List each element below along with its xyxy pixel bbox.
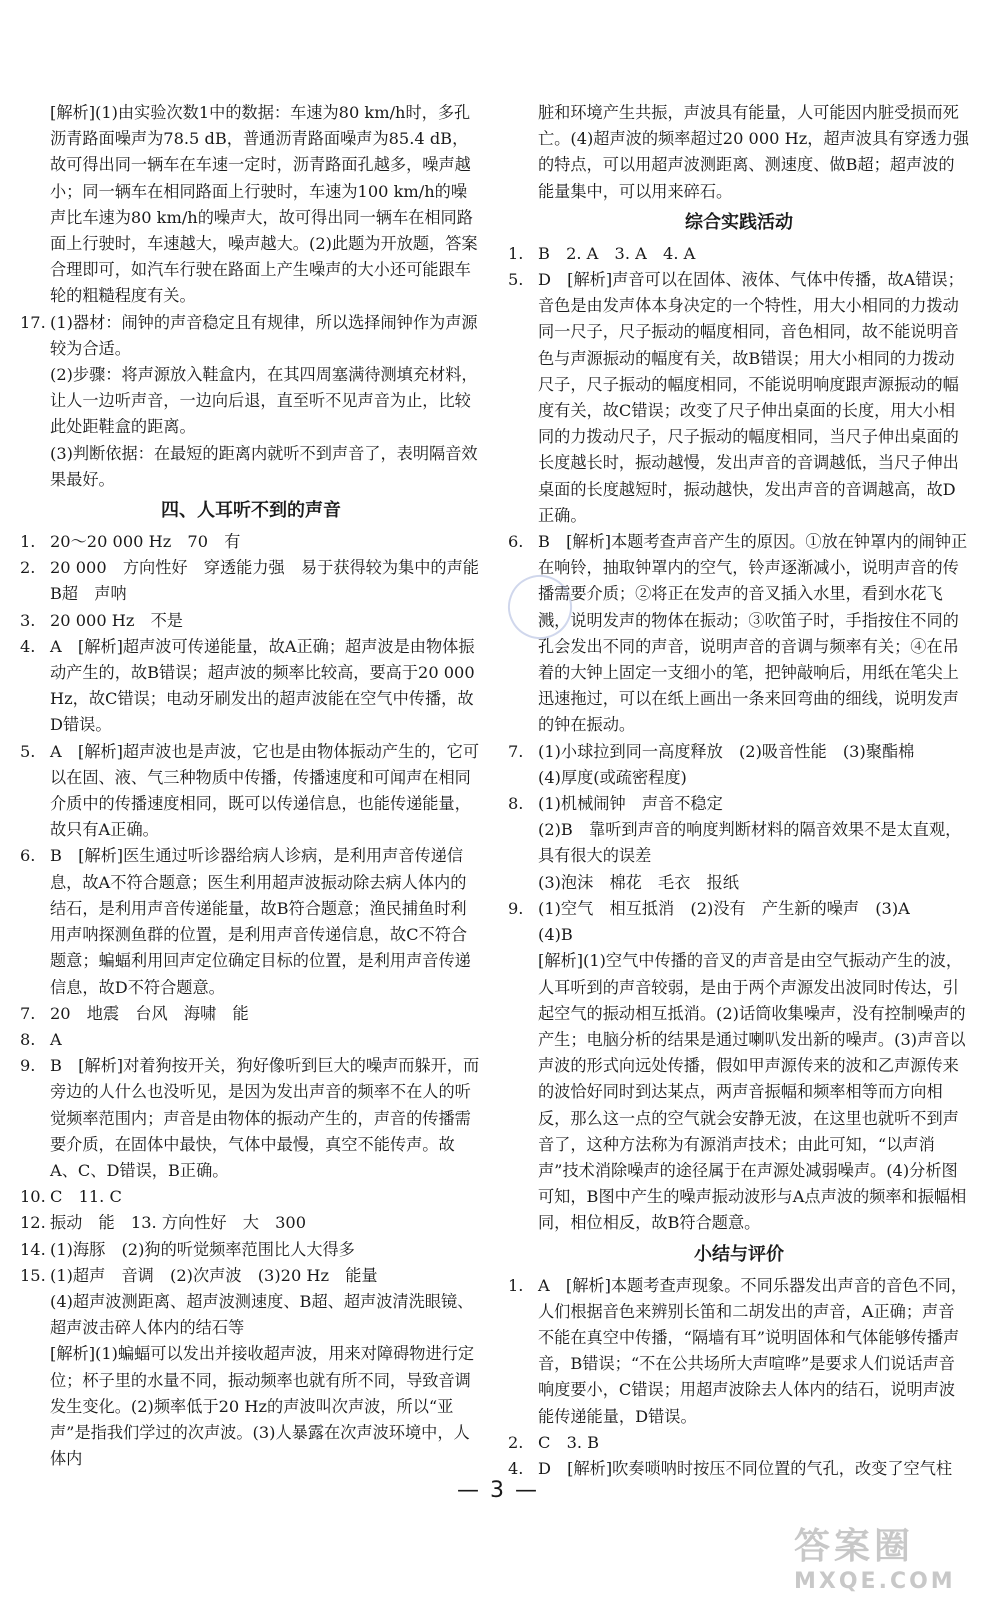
item-number: 8. [508,794,524,814]
answer-item [20,739,482,844]
item-text: [解析](1)由实验次数1中的数据：车速为80 km/h时，多孔沥青路面噪声为78.5 dB，普通沥青路面噪声为85.4 dB，故可得出同一辆车在车速一定时，沥青路面孔越多，噪声越小；同一辆车在相同路面上行驶时，车速为100 km/h的噪声比车速为80 km/h的噪声大，故可得出同一辆车在相同路面上行驶时，车速越大，噪声越大。(2)此题为开放题，答案合理即可，如汽车行驶在路面上产生噪声的大小还可能跟车轮的粗糙程度有关。 [50,103,478,306]
item-number: 3. [20,610,36,630]
item-text: A [解析]超声波也是声波，它也是由物体振动产生的，它可以在固、液、气三种物质中传播，传播速度和可闻声在相同介质中的传播速度相同，既可以传递信息，也能传递能量，故只有A正确。 [50,741,480,840]
item-number: 2. [508,1432,524,1452]
answer-item [20,1237,482,1263]
answer-item [508,791,970,817]
item-number: 15. [20,1265,46,1285]
answer-item [508,896,970,922]
answer-item [508,948,970,1236]
item-number: 1. [508,1275,524,1295]
answer-item [508,241,970,267]
answer-item [20,1289,482,1341]
answer-item [508,739,970,765]
item-number: 4. [508,1458,524,1478]
answer-item [20,362,482,441]
answer-item [508,922,970,948]
item-text: [解析](1)蝙蝠可以发出并接收超声波，用来对障碍物进行定位；杯子里的水量不同，振动频率也就有所不同，导致音调发生变化。(2)频率低于20 Hz的声波叫次声波，所以“亚声”是指我们学过的次声波。(3)人暴露在次声波环境中，人体内 [50,1344,475,1469]
item-text: (2)步骤：将声源放入鞋盒内，在其四周塞满待测填充材料，让人一边听声音，一边向后退，直至听不见声音为止，比较此处距鞋盒的距离。 [50,365,478,437]
section-heading: 小结与评价 [694,1243,784,1265]
item-text: C 3. B [538,1432,600,1452]
item-text: 振动 能 13. 方向性好 大 300 [50,1213,307,1233]
item-text: B [解析]对着狗按开关，狗好像听到巨大的噪声而躲开，而旁边的人什么也没听见，是因为发出声音的频率不在人的听觉频率范围内；声音是由物体的振动产生的，声音的传播需要介质，在固体中最快，气体中最慢，真空不能传声。故A、C、D错误，B正确。 [50,1056,480,1180]
answer-item [20,1001,482,1027]
answer-item [20,529,482,555]
answer-item [508,1273,970,1430]
item-number: 4. [20,636,36,656]
answer-item [508,870,970,896]
item-text: B 2. A 3. A 4. A [538,243,696,263]
item-text: B [解析]医生通过听诊器给病人诊病，是利用声音传递信息，故A不符合题意；医生利用超声波振动除去病人体内的结石，是利用声音传递能量，故B符合题意；渔民捕鱼时利用声呐探测鱼群的位置，是利用声音传递信息，故C不符合题意；蝙蝠利用回声定位确定目标的位置，是利用声音传递信息，故D不符合题意。 [50,846,471,997]
item-text: C 11. C [50,1187,122,1207]
item-number: 10. [20,1187,46,1207]
item-number: 2. [20,558,36,578]
item-text: (3)泡沫 棉花 毛衣 报纸 [538,872,739,892]
watermark-text-bottom: MXQE.COM [794,1569,956,1594]
item-text: 20 000 Hz 不是 [50,610,183,630]
item-number: 7. [20,1003,36,1023]
answer-item [20,1053,482,1184]
item-text: (1)海豚 (2)狗的听觉频率范围比人大得多 [50,1239,355,1259]
answer-item [20,1027,482,1053]
item-text: D [解析]声音可以在固体、液体、气体中传播，故A错误；音色是由发声体本身决定的一个特性，用大小相同的力拨动同一尺子，尺子振动的幅度相同，音色相同，故不能说明音色与声源振动的幅度有关，故B错误；用大小相同的力拨动尺子，尺子振动的幅度相同，不能说明响度跟声源振动的幅度有关，故C错误；改变了尺子伸出桌面的长度，用大小相同的力拨动尺子，尺子振动的幅度相同，当尺子伸出桌面的长度越长时，振动越慢，发出声音的音调越低，当尺子伸出桌面的长度越短时，振动越快，发出声音的音调越高，故D正确。 [538,270,964,525]
answer-item [508,765,970,791]
section-heading: 综合实践活动 [685,211,793,233]
item-text: 20～20 000 Hz 70 有 [50,532,241,552]
item-number: 1. [508,243,524,263]
item-number: 14. [20,1239,46,1259]
item-text: (1)机械闹钟 声音不稳定 [538,794,723,814]
item-text: 20 000 方向性好 穿透能力强 易于获得较为集中的声能 B超 声呐 [50,558,496,604]
item-text: A [50,1029,62,1049]
answer-item [20,634,482,739]
item-number: 9. [20,1056,36,1076]
item-number: 7. [508,741,524,761]
answer-item [20,608,482,634]
item-number: 9. [508,898,524,918]
item-number: 12. [20,1213,46,1233]
item-text: B [解析]本题考查声音产生的原因。①放在钟罩内的闹钟正在响铃，抽取钟罩内的空气，铃声逐渐减小，说明声音的传播需要介质；②将正在发声的音叉插入水里，看到水花飞溅，说明发声的物体在振动；③吹笛子时，手指按住不同的孔会发出不同的声音，说明声音的音调与频率有关；④在吊着的大钟上固定一支细小的笔，把钟敲响后，用纸在笔尖上迅速拖过，可以在纸上画出一条来回弯曲的细线，说明发声的钟在振动。 [538,532,968,735]
item-text: (4)厚度(或疏密程度) [538,767,687,787]
item-text: 20 地震 台风 海啸 能 [50,1003,249,1023]
answer-item [20,441,482,493]
item-number: 1. [20,532,36,552]
item-text: (3)判断依据：在最短的距离内就听不到声音了，表明隔音效果最好。 [50,443,478,489]
answer-item [20,1184,482,1210]
answer-item [20,843,482,1000]
item-text: (1)空气 相互抵消 (2)没有 产生新的噪声 (3)A [538,898,910,918]
section-heading: 四、人耳听不到的声音 [161,500,341,522]
answer-item [20,100,482,310]
answer-item [20,555,496,607]
answer-item [508,529,970,739]
item-text: (1)器材：闹钟的声音稳定且有规律，所以选择闹钟作为声源较为合适。 [50,312,478,358]
answer-item [20,310,482,362]
item-number: 5. [508,270,524,290]
answer-item [508,817,970,869]
item-text: (1)小球拉到同一高度释放 (2)吸音性能 (3)聚酯棉 [538,741,915,761]
right-column [508,100,970,1482]
item-text: [解析](1)空气中传播的音叉的声音是由空气振动产生的波，人耳听到的声音较弱，是由于两个声源发出波同时传达，引起空气的振动相互抵消。(2)话筒收集噪声，没有控制噪声的产生；电脑分析的结果是通过喇叭发出新的噪声。(3)声音以声波的形式向远处传播，假如甲声源传来的波和乙声源传来的波恰好同时到达某点，两声音振幅和频率相等而方向相反，那么这一点的空气就会安静无波，在这里也就听不到声音了，这种方法称为有源消声技术；由此可知，“以声消声”技术消除噪声的途径属于在声源处减弱噪声。(4)分析图可知，B图中产生的噪声振动波形与A点声波的频率和振幅相同，相位相反，故B符合题意。 [538,951,967,1233]
item-text: (4)B [538,925,573,945]
watermark-text-top: 答案圈 [794,1526,915,1567]
item-text: (4)超声波测距离、超声波测速度、B超、超声波清洗眼镜、超声波击碎人体内的结石等 [50,1291,474,1338]
item-text: (2)B 靠听到声音的响度判断材料的隔音效果不是太直观，具有很大的误差 [538,820,962,866]
page-number: — 3 — [457,1478,539,1503]
item-text: A [解析]超声波可传递能量，故A正确；超声波是由物体振动产生的，故B错误；超声波的频率比较高，要高于20 000 Hz，故C错误；电动牙刷发出的超声波能在空气中传播，故D错误。 [50,636,475,735]
answer-item [508,267,970,529]
item-number: 5. [20,741,36,761]
item-text: D [解析]吹奏唢呐时按压不同位置的气孔，改变了空气柱 [538,1458,953,1478]
item-number: 6. [20,846,36,866]
item-number: 17. [20,312,46,332]
answer-item [20,1210,482,1236]
answer-item [508,100,970,205]
item-text: A [解析]本题考查声现象。不同乐器发出声音的音色不同，人们根据音色来辨别长笛和二胡发出的声音，A正确；声音不能在真空中传播，“隔墙有耳”说明固体和气体能够传播声音，B错误；“不在公共场所大声喧哗”是要求人们说话声音响度要小，C错误；用超声波除去人体内的结石，说明声波能传递能量，D错误。 [538,1275,968,1426]
answer-item [20,1263,482,1289]
item-text: 脏和环境产生共振，声波具有能量，人可能因内脏受损而死亡。(4)超声波的频率超过20 000 Hz，超声波具有穿透力强的特点，可以用超声波测距离、测速度、做B超；超声波的能量集中，可以用来碎石。 [538,103,970,201]
answer-item [20,1341,482,1472]
item-text: (1)超声 音调 (2)次声波 (3)20 Hz 能量 [50,1265,378,1285]
item-number: 6. [508,532,524,552]
watermark-logo [794,1518,984,1594]
answer-item [508,1430,970,1456]
left-column [20,100,496,1472]
item-number: 8. [20,1029,36,1049]
